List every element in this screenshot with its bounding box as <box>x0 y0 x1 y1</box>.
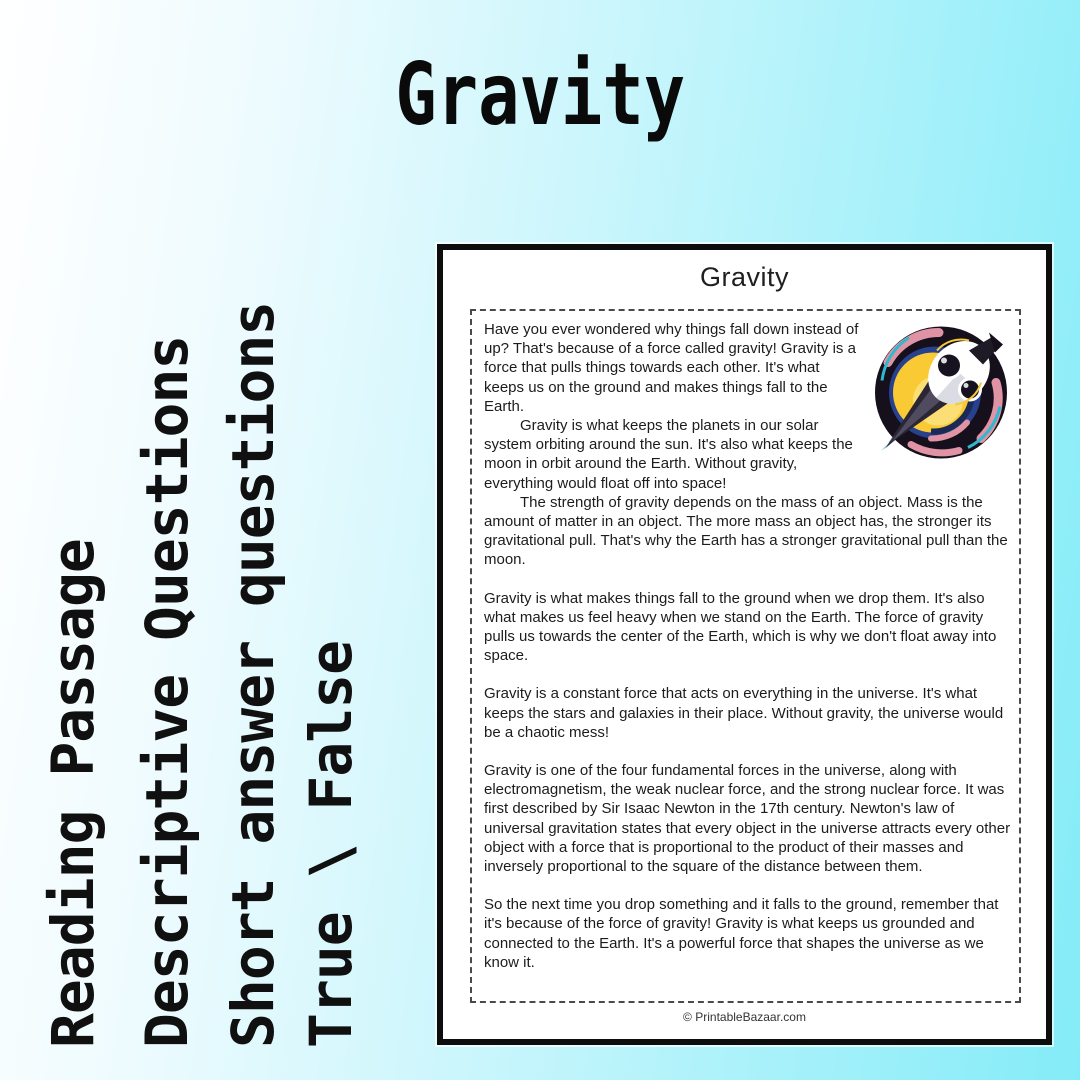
worksheet-page <box>437 244 1052 1045</box>
passage-paragraph: Gravity is a constant force that acts on everything in the universe. It's what keeps the stars and galaxies in their place. Without gravity, the universe would be a chaotic mess! <box>484 685 1004 741</box>
rocket-badge-icon <box>871 320 1011 461</box>
copyright-footer: © PrintableBazaar.com <box>683 1010 806 1024</box>
side-label-true-false: True \ False <box>297 640 365 1048</box>
passage-paragraph: Gravity is what keeps the planets in our solar system orbiting around the sun. It's also what keeps the moon in orbit around the Earth. Without gravity, everything would float off into space! <box>484 417 853 492</box>
side-label-short-answer-questions: Short answer questions <box>219 301 287 1048</box>
passage-paragraph: Gravity is one of the four fundamental forces in the universe, along with electromagnetism, the weak nuclear force, and the strong nuclear force. It was first described by Sir Isaac Newton in the 17th century. Newton's law of universal gravitation states that every object in the universe attracts every other object with a force that is proportional to the product of their masses and inversely proportional to the square of the distance between them. <box>484 762 1011 876</box>
passage-paragraph: The strength of gravity depends on the mass of an object. Mass is the amount of matter in an object. The more mass an object has, the stronger its gravitational pull. That's why the Earth has a stronger gravitational pull than the moon. <box>484 493 1008 569</box>
passage-paragraph: So the next time you drop something and it falls to the ground, remember that it's because of the force of gravity! Gravity is what keeps us grounded and connected to the Earth. It's a powerful force that shapes the universe as we know it. <box>484 896 999 971</box>
passage-text <box>484 320 1011 972</box>
page-title: Gravity <box>395 45 685 145</box>
passage-box <box>470 309 1021 1003</box>
worksheet-title: Gravity <box>699 262 789 292</box>
side-label-reading-passage: Reading Passage <box>39 539 107 1048</box>
passage-paragraph: Have you ever wondered why things fall down instead of up? That's because of a force called gravity! Gravity is a force that pulls things towards each other. It's what keeps us on the ground and makes things fall to the Earth. <box>484 321 859 415</box>
passage-paragraph: Gravity is what makes things fall to the ground when we drop them. It's also what makes us feel heavy when we stand on the Earth. The force of gravity pulls us towards the center of the Earth, which is why we don't float away into space. <box>484 589 997 665</box>
headline-wrap <box>0 45 1080 145</box>
side-label-descriptive-questions: Descriptive Questions <box>133 335 201 1048</box>
